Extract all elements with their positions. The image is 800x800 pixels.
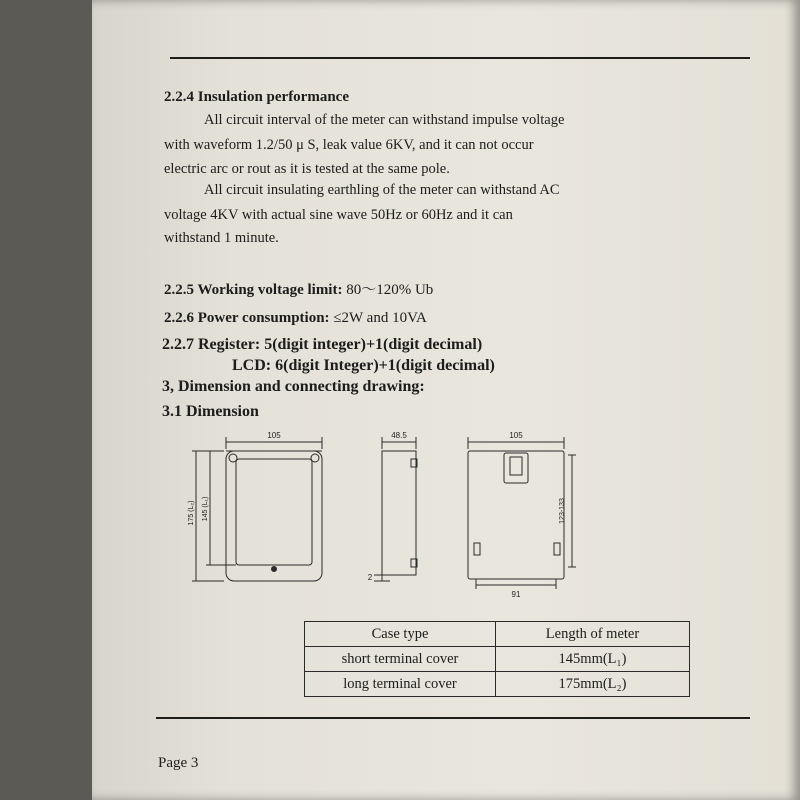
side-view-outline <box>374 437 417 581</box>
table-cell: 145mm(L₁) <box>496 647 690 672</box>
table-cell: long terminal cover <box>305 672 496 697</box>
spec-working-voltage <box>164 278 433 299</box>
side-gap-label: 2 <box>367 573 373 582</box>
case-type-table <box>304 621 690 697</box>
bottom-rule <box>156 717 750 719</box>
table-header-case-type: Case type <box>305 622 496 647</box>
spec-225-label: 2.2.5 Working voltage limit: <box>164 282 343 298</box>
l2-label: 175 (L₂) <box>188 500 195 526</box>
table-cell: 175mm(L₂) <box>496 672 690 697</box>
table-row <box>305 647 690 672</box>
spec-225-value: 80～120% Ub <box>342 282 434 298</box>
front-seal-dot <box>272 567 277 572</box>
side-depth-label: 48.5 <box>391 431 407 440</box>
table-header-row <box>305 622 690 647</box>
para2-line1: All circuit insulating earthling of the meter can withstand AC <box>204 182 560 198</box>
spec-lcd: LCD: 6(digit Integer)+1(digit decimal) <box>232 357 495 374</box>
table-cell: short terminal cover <box>305 647 496 672</box>
front-mount-hole-left <box>229 454 237 462</box>
spec-226-value: ≤2W and 10VA <box>329 310 427 326</box>
spec-power-consumption <box>164 310 427 327</box>
para1-line3: electric arc or rout as it is tested at the same pole. <box>164 161 450 177</box>
spec-register: 2.2.7 Register: 5(digit integer)+1(digit decimal) <box>162 336 483 353</box>
front-view-outline <box>192 437 322 581</box>
para1-line2: with waveform 1.2/50 μ S, leak value 6KV, and it can not occur <box>164 137 534 153</box>
para2-line2: voltage 4KV with actual sine wave 50Hz or 60Hz and it can <box>164 207 513 223</box>
section-heading-224: 2.2.4 Insulation performance <box>164 89 349 105</box>
front-mount-hole-right <box>311 454 319 462</box>
section-heading-31: 3.1 Dimension <box>162 403 259 420</box>
table-row <box>305 672 690 697</box>
l1-label: 145 (L₁) <box>202 496 209 522</box>
manual-page <box>92 0 800 800</box>
front-width-label: 105 <box>267 431 281 440</box>
para1-line1: All circuit interval of the meter can withstand impulse voltage <box>204 112 565 128</box>
spec-226-label: 2.2.6 Power consumption: <box>164 310 330 326</box>
page-number: Page 3 <box>158 755 199 771</box>
top-rule <box>170 57 750 59</box>
back-mount-label: 91 <box>511 590 521 599</box>
dimension-drawing <box>184 425 584 600</box>
para2-line3: withstand 1 minute. <box>164 230 279 246</box>
section-heading-3: 3, Dimension and connecting drawing: <box>162 378 425 395</box>
table-header-length: Length of meter <box>496 622 690 647</box>
back-height-label: 123-133 <box>559 498 566 524</box>
back-width-label: 105 <box>509 431 523 440</box>
